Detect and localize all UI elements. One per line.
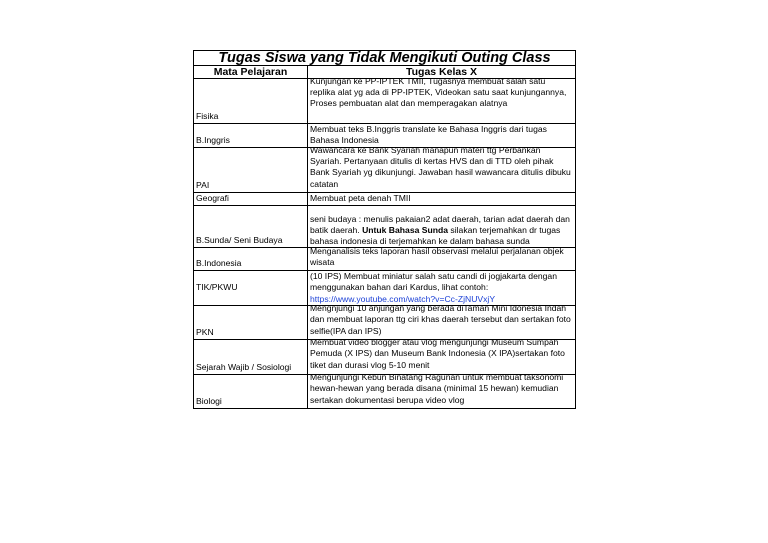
task-text-part: silakan terjemahkan dr tugas bahasa indonesia di terjemahkan ke dalam bahasa sunda bbox=[310, 224, 561, 246]
subject-cell: PKN bbox=[194, 306, 308, 340]
task-text: Menganalisis teks laporan hasil observasi melalui perjalanan objek wisata bbox=[310, 246, 564, 268]
title-row bbox=[194, 51, 576, 66]
subject-cell: B.Inggris bbox=[194, 124, 308, 148]
task-text: Wawancara ke Bank Syariah manapun materi ttg Perbankan Syariah. Pertanyaan ditulis di kertas HVS dan di TTD oleh pihak Bank Syariah yg dikunjungi. Jawaban hasil wawancara ditulis dibuku catatan bbox=[310, 145, 571, 189]
task-text: Membuat peta denah TMII bbox=[310, 193, 411, 203]
table-row bbox=[194, 206, 576, 248]
table-row bbox=[194, 248, 576, 271]
column-header-task: Tugas Kelas X bbox=[308, 66, 576, 79]
task-cell bbox=[308, 303, 576, 340]
task-cell bbox=[308, 124, 576, 148]
task-cell bbox=[308, 248, 576, 271]
task-cell bbox=[308, 271, 576, 306]
task-text: Kunjungan ke PP-IPTEK TMII, Tugasnya membuat salah satu replika alat yg ada di PP-IPTEK, Videokan satu saat kunjungannya, Proses pembuatan alat dan memperagakan alatnya bbox=[310, 76, 567, 109]
task-table bbox=[193, 50, 576, 409]
table-row bbox=[194, 193, 576, 206]
task-text: Membuat video blogger atau vlog mengunjungi Museum Sumpah Pemuda (X IPS) dan Museum Bank Indonesia (X IPA)sertakan foto tiket dan durasi vlog 5-10 menit bbox=[310, 337, 565, 370]
example-link[interactable]: https://www.youtube.com/watch?v=Cc-ZjNUVxjY bbox=[310, 293, 496, 304]
subject-cell: Sejarah Wajib / Sosiologi bbox=[194, 340, 308, 375]
task-text: Mengnjungi 10 anjungan yang berada diTaman Mini Idonesia Indah dan membuat laporan ttg ciri khas daerah tersebut dan sertakan foto selfie(IPA dan IPS) bbox=[310, 303, 571, 336]
task-text: Mengunjungi Kebun Binatang Ragunan untuk membuat taksonomi hewan-hewan yang berada disana (minimal 15 hewan) kemudian sertakan dokumentasi berupa video vlog bbox=[310, 372, 564, 405]
table-row bbox=[194, 148, 576, 193]
task-cell bbox=[308, 206, 576, 248]
subject-cell: Fisika bbox=[194, 79, 308, 124]
table-row bbox=[194, 124, 576, 148]
task-cell bbox=[308, 193, 576, 206]
subject-cell: PAI bbox=[194, 148, 308, 193]
task-sheet bbox=[193, 50, 575, 409]
subject-cell: TIK/PKWU bbox=[194, 271, 308, 306]
task-cell bbox=[308, 372, 576, 409]
task-text-bold: Untuk Bahasa Sunda bbox=[362, 224, 449, 235]
sheet-title: Tugas Siswa yang Tidak Mengikuti Outing Class bbox=[194, 51, 576, 66]
subject-cell: Geografi bbox=[194, 193, 308, 206]
task-cell bbox=[308, 337, 576, 375]
subject-cell: Biologi bbox=[194, 375, 308, 409]
table-row bbox=[194, 375, 576, 409]
table-row bbox=[194, 79, 576, 124]
table-row bbox=[194, 271, 576, 306]
task-text: Membuat teks B.Inggris translate ke Bahasa Inggris dari tugas Bahasa Indonesia bbox=[310, 124, 547, 146]
subject-cell: B.Sunda/ Seni Budaya bbox=[194, 206, 308, 248]
task-text bbox=[310, 214, 573, 248]
task-cell bbox=[308, 145, 576, 193]
task-text bbox=[310, 271, 573, 305]
task-cell bbox=[308, 76, 576, 124]
table-row bbox=[194, 306, 576, 340]
column-header-subject: Mata Pelajaran bbox=[194, 66, 308, 79]
task-text-part: seni budaya : menulis pakaian2 adat daerah, tarian adat daerah dan batik daerah. bbox=[310, 213, 570, 235]
table-row bbox=[194, 340, 576, 375]
task-text-part: (10 IPS) Membuat miniatur salah satu candi di jogjakarta dengan menggunakan bahan dari Kardus, lihat contoh: bbox=[310, 271, 557, 293]
subject-cell: B.Indonesia bbox=[194, 248, 308, 271]
